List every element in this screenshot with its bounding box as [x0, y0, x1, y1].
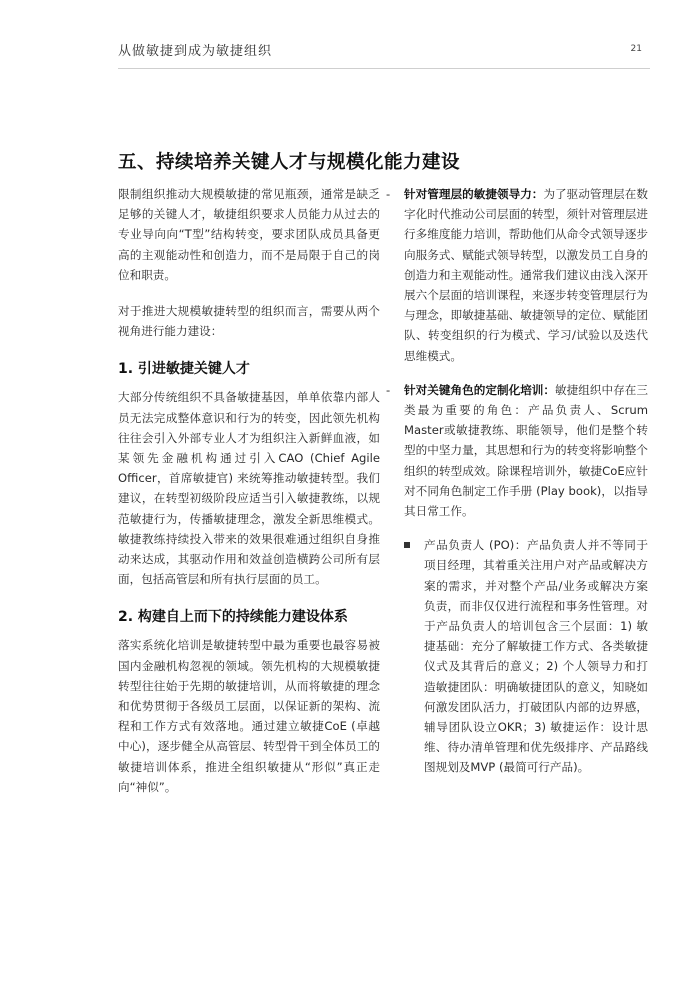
bullet-text: 为了驱动管理层在数字化时代推动公司层面的转型，须针对管理层进行多维度能力培训，帮助他们从命令式领导逐步向服务式、赋能式领导转型，以激发员工自身的创造力和主观能动性。通常我们建议由浅入深开展六个层面的培训课程，来逐步转变管理层行为与理念，即敏捷基础、敏捷领导的定位、赋能团队、转变组织的行为模式、学习/试验以及迭代思维模式。 [404, 187, 648, 363]
dash-bullet: - [386, 187, 391, 201]
subheading-talent: 1. 引进敏捷关键人才 [118, 361, 250, 378]
bullet-leadership [386, 184, 648, 366]
sub-bullet-text: 产品负责人 (PO)：产品负责人并不等同于项目经理，其着重关注用户对产品或解决方案的需求，并对整个产品/业务或解决方案负责，而非仅仅进行流程和事务性管理。对于产品负责人的培训包含三个层面：1) 敏捷基础：充分了解敏捷工作方式、各类敏捷仪式及其背后的意义；2) 个人领导力和打造敏捷团队：明确敏捷团队的意义，知晓如何激发团队活力，打破团队内部的边界感，辅导团队设立OKR；3) 敏捷运作：设计思维、待办清单管理和优先级排序、产品路线图规划及MVP (最简可行产品)。 [424, 538, 648, 775]
left-column [118, 184, 380, 813]
bullet-text: 敏捷组织中存在三类最为重要的角色：产品负责人、Scrum Master或敏捷教练、职能领导，他们是整个转型的中坚力量，其思想和行为的转变将影响整个组织的转型成效。除课程培训外，敏捷CoE应针对不同角色制定工作手册 (Play book)，以指导其日常工作。 [404, 382, 648, 519]
page-number: 21 [630, 44, 642, 54]
capability-paragraph: 落实系统化培训是敏捷转型中最为重要也最容易被国内金融机构忽视的领域。领先机构的大规模敏捷转型往往始于先期的敏捷培训，从而将敏捷的理念和优势贯彻于各级员工层面，以保证新的架构、流程和工作方式有效落地。通过建立敏捷CoE (卓越中心)，逐步健全从高管层、转型骨干到全体员工的敏捷培训体系，推进全组织敏捷从“形似”真正走向“神似”。 [118, 638, 380, 794]
intro-paragraph-2: 对于推进大规模敏捷转型的组织而言，需要从两个视角进行能力建设： [118, 304, 380, 339]
square-bullet-icon [404, 542, 410, 548]
bullet-lead: 针对管理层的敏捷领导力： [404, 187, 544, 201]
subheading-capability: 2. 构建自上而下的持续能力建设体系 [118, 609, 348, 626]
intro-paragraph: 限制组织推动大规模敏捷的常见瓶颈，通常是缺乏足够的关键人才，敏捷组织要求人员能力从过去的专业导向向“T型”结构转变，要求团队成员具备更高的主观能动性和创造力，而不是局限于自己的岗位和职责。 [118, 187, 380, 282]
right-column [386, 184, 648, 778]
bullet-key-roles [386, 380, 648, 521]
running-header: 从做敏捷到成为敏捷组织 [118, 44, 273, 59]
bullet-lead: 针对关键角色的定制化培训： [404, 382, 556, 397]
section-title: 五、持续培养关键人才与规模化能力建设 [118, 152, 461, 173]
dash-bullet: - [386, 382, 391, 397]
sub-bullet-product-owner [386, 535, 648, 777]
header-divider [118, 68, 650, 69]
talent-paragraph: 大部分传统组织不具备敏捷基因，单单依靠内部人员无法完成整体意识和行为的转变，因此领先机构往往会引入外部专业人才为组织注入新鲜血液，如某领先金融机构通过引入CAO (Chief Agile Officer，首席敏捷官) 来统筹推动敏捷转型。我们建议，在转型初级阶段应适当引入敏捷教练，以规范敏捷行为，传播敏捷理念，激发全新思维模式。敏捷教练持续投入带来的效果很难通过组织自身推动来达成，其驱动作用和效益创造横跨公司所有层面，包括高管层和所有执行层面的员工。 [118, 390, 380, 587]
